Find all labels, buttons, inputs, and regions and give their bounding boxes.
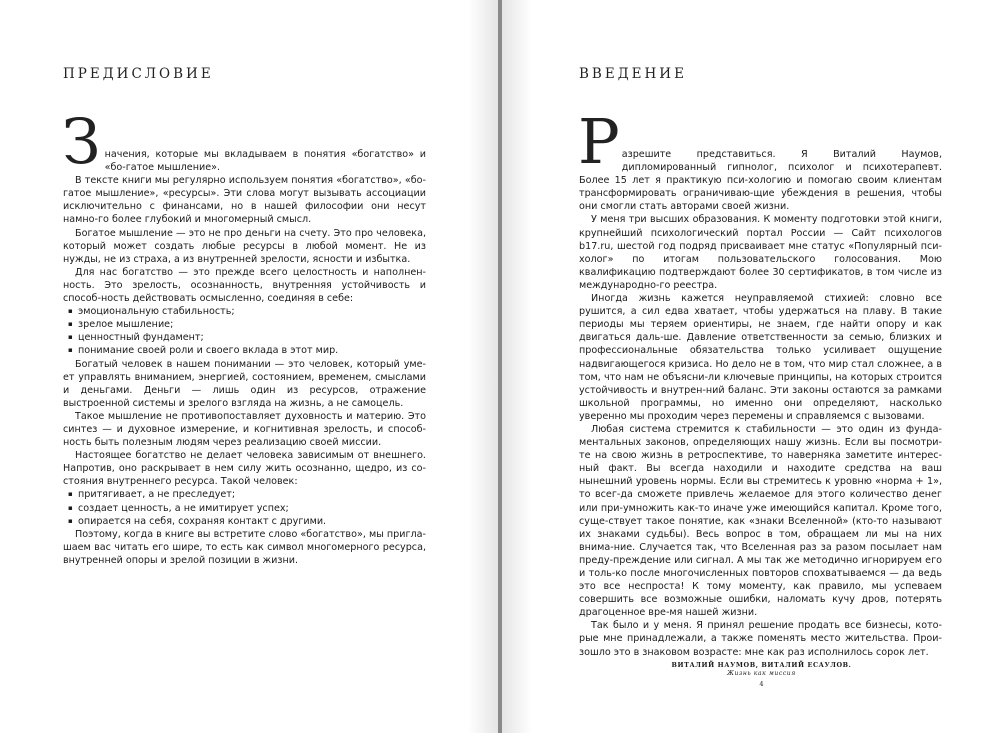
paragraph: Поэтому, когда в книге вы встретите слово «богатство», мы пригла-шаем вас читать его шире, то есть как символ многомерного ресурса, внутренней опоры и зрелой позиции в жизни. <box>63 528 426 566</box>
list-item: ▪ создает ценность, а не имитирует успех; <box>68 502 426 515</box>
right-page <box>502 0 1000 733</box>
drop-cap: З <box>62 105 101 178</box>
paragraph: Такое мышление не противопоставляет духовность и материю. Это синтез — и духовное измерение, и когнитивная зрелость, и способ-ность быть полезным людям через реализацию своей миссии. <box>63 410 426 449</box>
paragraph: У меня три высших образования. К моменту подготовки этой книги, крупнейший психологический портал России — Сайт психологов b17.ru, шестой год подряд присваивает мне статус «Популярный пси-холог» по итогам пользовательского голосования. Мою квалификацию подтверждают более 30 сертификатов, в том числе из международно-го реестра. <box>579 214 942 291</box>
list-item: ▪ зрелое мышление; <box>68 318 426 331</box>
list-item: ▪ ценностный фундамент; <box>68 331 426 344</box>
paragraph: Иногда жизнь кажется неуправляемой стихией: словно все рушится, а сил едва хватает, чтобы удержаться на плаву. В такие периоды мы теряем ориентиры, не знаем, где найти опору и как двигаться даль-ше. Давление ответственности за семью, близких и профессиональные обязательства только усиливает ощущение надвигающегося кризиса. Но дело не в том, что мир стал сложнее, а в том, что нам не объясни-ли ключевые принципы, на которых строится устойчивость и внутрен-ний баланс. Эти законы остаются за рамками школьной программы, но именно они определяют, насколько уверенно мы проходим через перемены и справляемся с вызовами. <box>579 293 942 422</box>
section-heading: ВВЕДЕНИЕ <box>579 66 687 82</box>
paragraph: Богатое мышление — это не про деньги на счету. Это про человека, который может создать любые ресурсы в любой момент. Не из нужды, не из страха, а из внутренней зрелости, ясности и избытка. <box>63 227 426 265</box>
paragraph: Так было и у меня. Я принял решение продать все бизнесы, кото-рые мне принадлежали, а также поменять место жительства. Прои-зошло это в знаковом возрасте: мне как раз исполнилось сорок лет. <box>579 620 942 658</box>
paragraph: Настоящее богатство не делает человека зависимым от внешнего. Напротив, оно раскрывает в нем силу жить осознанно, щедро, из со-стояния внутреннего ресурса. Такой человек: <box>63 450 426 488</box>
list-item: ▪ опирается на себя, сохраняя контакт с другими. <box>68 515 426 528</box>
lead-paragraph: азрешите представиться. Я Виталий Наумов, дипломированный гипнолог, психолог и психотерапевт. Более 15 лет я практикую пси-хологию и помогаю своим клиентам трансформировать ограничиваю-щие убеждения в решения, чтобы они смогли стать авторами своей жизни. <box>579 149 942 213</box>
page-number: 4 <box>759 680 764 688</box>
bullet-list <box>63 305 426 357</box>
drop-cap: Р <box>578 105 620 178</box>
text-column <box>578 105 942 659</box>
paragraph: Богатый человек в нашем понимании — это человек, который уме-ет управлять вниманием, энергией, состоянием, временем, смыслами и деньгами. Деньги — лишь один из ресурсов, отражение выстроенной системы и зрелого взгляда на жизнь, а не самоцель. <box>63 358 426 409</box>
left-page <box>0 0 498 733</box>
list-item: ▪ понимание своей роли и своего вклада в этот мир. <box>68 344 426 357</box>
paragraph: Любая система стремится к стабильности — это один из фунда-ментальных законов, определяющих нашу жизнь. Если вы посмотри-те на свою жизнь в ретроспективе, то наверняка заметите интерес-ный факт. Вы всегда находили и находите средства на ваш нынешний уровень нормы. Если вы стремитесь к уровню «норма + 1», то всег-да сможете привлечь желаемое для этого количество денег или при-умножить как-то иначе уже имеющийся капитал. Кроме того, суще-ствует такое понятие, как «знаки Вселенной» (кто-то называют их знаками судьбы). Весь вопрос в том, обращаем ли мы на них внима-ние. Случается так, что Вселенная раз за разом посылает нам преду-преждение или сигнал. А мы так же методично игнорируем его и толь-ко после многочисленных повторов спохватываемся — да ведь это все неспроста! К тому моменту, как правило, мы успеваем совершить все возможные ошибки, наломать кучу дров, потерять драгоценное вре-мя нашей жизни. <box>579 423 942 619</box>
footer-authors: ВИТАЛИЙ НАУМОВ, ВИТАЛИЙ ЕСАУЛОВ. <box>671 661 852 669</box>
bullet-list <box>63 488 426 527</box>
list-item: ▪ притягивает, а не преследует; <box>68 488 426 501</box>
text-column <box>62 105 426 567</box>
list-item: ▪ эмоциональную стабильность; <box>68 305 426 318</box>
paragraph: В тексте книги мы регулярно используем понятия «богатство», «бо-гатое мышление», «ресурсы». Эти слова могут вызывать ассоциации исключительно с финансами, но в нашей философии они несут намно-го более глубокий и многомерный смысл. <box>63 175 426 226</box>
footer-book-title: Жизнь как миссия <box>727 670 796 677</box>
spine-shadow <box>502 0 532 733</box>
lead-paragraph: начения, которые мы вкладываем в понятия «богатство» и «бо-гатое мышление». <box>104 149 426 174</box>
section-heading: ПРЕДИСЛОВИЕ <box>63 66 214 82</box>
spine-shadow <box>468 0 498 733</box>
paragraph: Для нас богатство — это прежде всего целостность и наполнен-ность. Это зрелость, осознанность, внутренняя устойчивость и способ-ность действовать осмысленно, соединяя в себе: <box>63 266 426 305</box>
